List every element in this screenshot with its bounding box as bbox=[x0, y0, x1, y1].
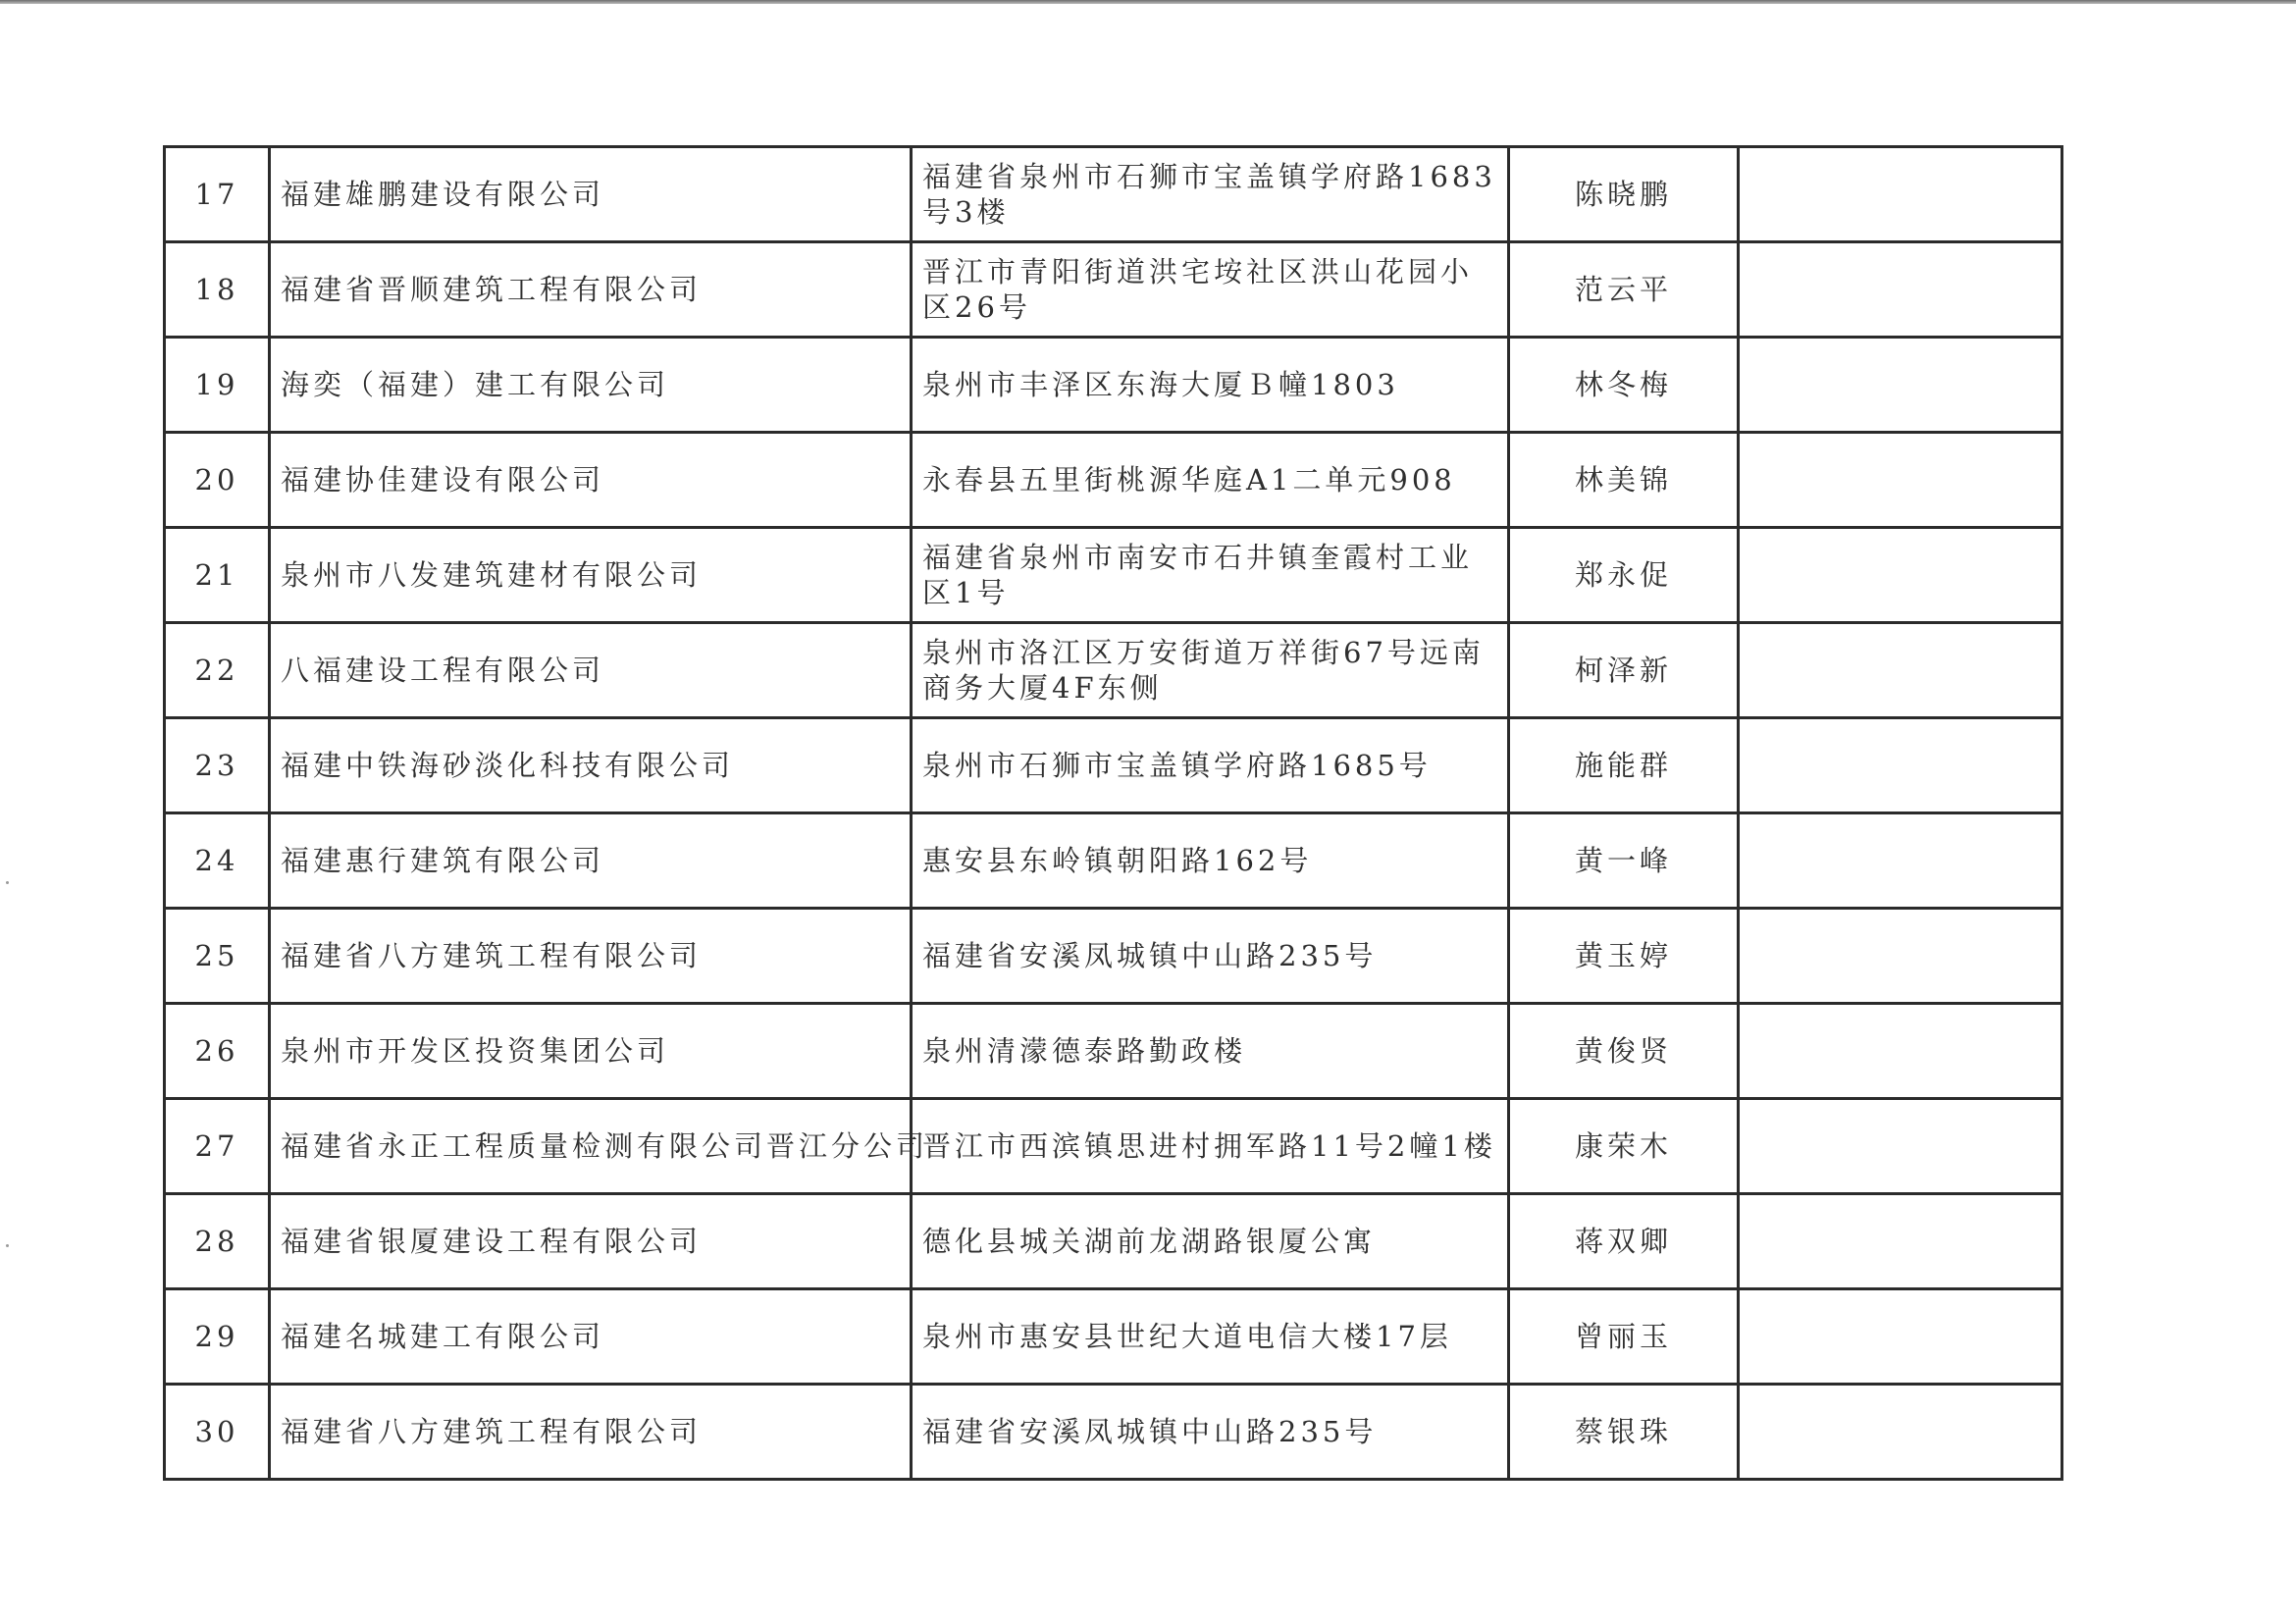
company-address: 泉州清濛德泰路勤政楼 bbox=[912, 1004, 1509, 1099]
table-row bbox=[165, 623, 2062, 718]
company-address: 晋江市青阳街道洪宅垵社区洪山花园小区26号 bbox=[912, 242, 1509, 338]
company-address: 德化县城关湖前龙湖路银厦公寓 bbox=[912, 1194, 1509, 1289]
contact-person: 林冬梅 bbox=[1509, 338, 1739, 433]
contact-person: 柯泽新 bbox=[1509, 623, 1739, 718]
table-row bbox=[165, 1004, 2062, 1099]
scan-top-edge bbox=[0, 0, 2296, 4]
table-row bbox=[165, 1194, 2062, 1289]
company-name: 福建中铁海砂淡化科技有限公司 bbox=[270, 718, 912, 813]
company-name: 福建省晋顺建筑工程有限公司 bbox=[270, 242, 912, 338]
row-number: 24 bbox=[165, 813, 270, 909]
company-address: 惠安县东岭镇朝阳路162号 bbox=[912, 813, 1509, 909]
table-row bbox=[165, 813, 2062, 909]
blank-cell bbox=[1739, 718, 2062, 813]
row-number: 30 bbox=[165, 1385, 270, 1480]
row-number: 22 bbox=[165, 623, 270, 718]
company-address: 福建省安溪凤城镇中山路235号 bbox=[912, 909, 1509, 1004]
roster-body bbox=[165, 147, 2062, 1480]
contact-person: 黄俊贤 bbox=[1509, 1004, 1739, 1099]
table-row bbox=[165, 1099, 2062, 1194]
company-name: 泉州市八发建筑建材有限公司 bbox=[270, 528, 912, 623]
company-name: 福建协佳建设有限公司 bbox=[270, 433, 912, 528]
table-row bbox=[165, 528, 2062, 623]
row-number: 19 bbox=[165, 338, 270, 433]
row-number: 28 bbox=[165, 1194, 270, 1289]
row-number: 27 bbox=[165, 1099, 270, 1194]
scan-speck bbox=[6, 1244, 9, 1247]
company-name: 福建省银厦建设工程有限公司 bbox=[270, 1194, 912, 1289]
contact-person: 黄一峰 bbox=[1509, 813, 1739, 909]
company-roster-table bbox=[163, 145, 2063, 1481]
blank-cell bbox=[1739, 528, 2062, 623]
company-address: 福建省安溪凤城镇中山路235号 bbox=[912, 1385, 1509, 1480]
table-row bbox=[165, 1385, 2062, 1480]
row-number: 20 bbox=[165, 433, 270, 528]
company-name: 福建省八方建筑工程有限公司 bbox=[270, 1385, 912, 1480]
table-row bbox=[165, 338, 2062, 433]
contact-person: 陈晓鹏 bbox=[1509, 147, 1739, 242]
company-address: 晋江市西滨镇思进村拥军路11号2幢1楼 bbox=[912, 1099, 1509, 1194]
company-address: 泉州市丰泽区东海大厦Ｂ幢1803 bbox=[912, 338, 1509, 433]
table-row bbox=[165, 1289, 2062, 1385]
contact-person: 蔡银珠 bbox=[1509, 1385, 1739, 1480]
table-row bbox=[165, 909, 2062, 1004]
row-number: 18 bbox=[165, 242, 270, 338]
contact-person: 施能群 bbox=[1509, 718, 1739, 813]
row-number: 29 bbox=[165, 1289, 270, 1385]
table-row bbox=[165, 433, 2062, 528]
company-address: 泉州市石狮市宝盖镇学府路1685号 bbox=[912, 718, 1509, 813]
contact-person: 蒋双卿 bbox=[1509, 1194, 1739, 1289]
blank-cell bbox=[1739, 1194, 2062, 1289]
row-number: 26 bbox=[165, 1004, 270, 1099]
row-number: 17 bbox=[165, 147, 270, 242]
company-name: 八福建设工程有限公司 bbox=[270, 623, 912, 718]
blank-cell bbox=[1739, 1004, 2062, 1099]
company-name: 泉州市开发区投资集团公司 bbox=[270, 1004, 912, 1099]
row-number: 21 bbox=[165, 528, 270, 623]
blank-cell bbox=[1739, 623, 2062, 718]
company-address: 泉州市洛江区万安街道万祥街67号远南商务大厦4F东侧 bbox=[912, 623, 1509, 718]
table-row bbox=[165, 718, 2062, 813]
row-number: 25 bbox=[165, 909, 270, 1004]
blank-cell bbox=[1739, 909, 2062, 1004]
blank-cell bbox=[1739, 1289, 2062, 1385]
company-address: 永春县五里街桃源华庭A1二单元908 bbox=[912, 433, 1509, 528]
contact-person: 郑永促 bbox=[1509, 528, 1739, 623]
blank-cell bbox=[1739, 242, 2062, 338]
company-name: 福建惠行建筑有限公司 bbox=[270, 813, 912, 909]
contact-person: 康荣木 bbox=[1509, 1099, 1739, 1194]
row-number: 23 bbox=[165, 718, 270, 813]
company-name: 福建名城建工有限公司 bbox=[270, 1289, 912, 1385]
contact-person: 曾丽玉 bbox=[1509, 1289, 1739, 1385]
blank-cell bbox=[1739, 338, 2062, 433]
blank-cell bbox=[1739, 147, 2062, 242]
blank-cell bbox=[1739, 813, 2062, 909]
scan-speck bbox=[6, 881, 9, 884]
company-name: 福建雄鹏建设有限公司 bbox=[270, 147, 912, 242]
blank-cell bbox=[1739, 433, 2062, 528]
blank-cell bbox=[1739, 1385, 2062, 1480]
contact-person: 黄玉婷 bbox=[1509, 909, 1739, 1004]
contact-person: 林美锦 bbox=[1509, 433, 1739, 528]
table-row bbox=[165, 242, 2062, 338]
company-name: 福建省永正工程质量检测有限公司晋江分公司 bbox=[270, 1099, 912, 1194]
company-name: 海奕（福建）建工有限公司 bbox=[270, 338, 912, 433]
contact-person: 范云平 bbox=[1509, 242, 1739, 338]
company-address: 福建省泉州市南安市石井镇奎霞村工业区1号 bbox=[912, 528, 1509, 623]
blank-cell bbox=[1739, 1099, 2062, 1194]
company-address: 泉州市惠安县世纪大道电信大楼17层 bbox=[912, 1289, 1509, 1385]
company-name: 福建省八方建筑工程有限公司 bbox=[270, 909, 912, 1004]
table-row bbox=[165, 147, 2062, 242]
company-address: 福建省泉州市石狮市宝盖镇学府路1683号3楼 bbox=[912, 147, 1509, 242]
